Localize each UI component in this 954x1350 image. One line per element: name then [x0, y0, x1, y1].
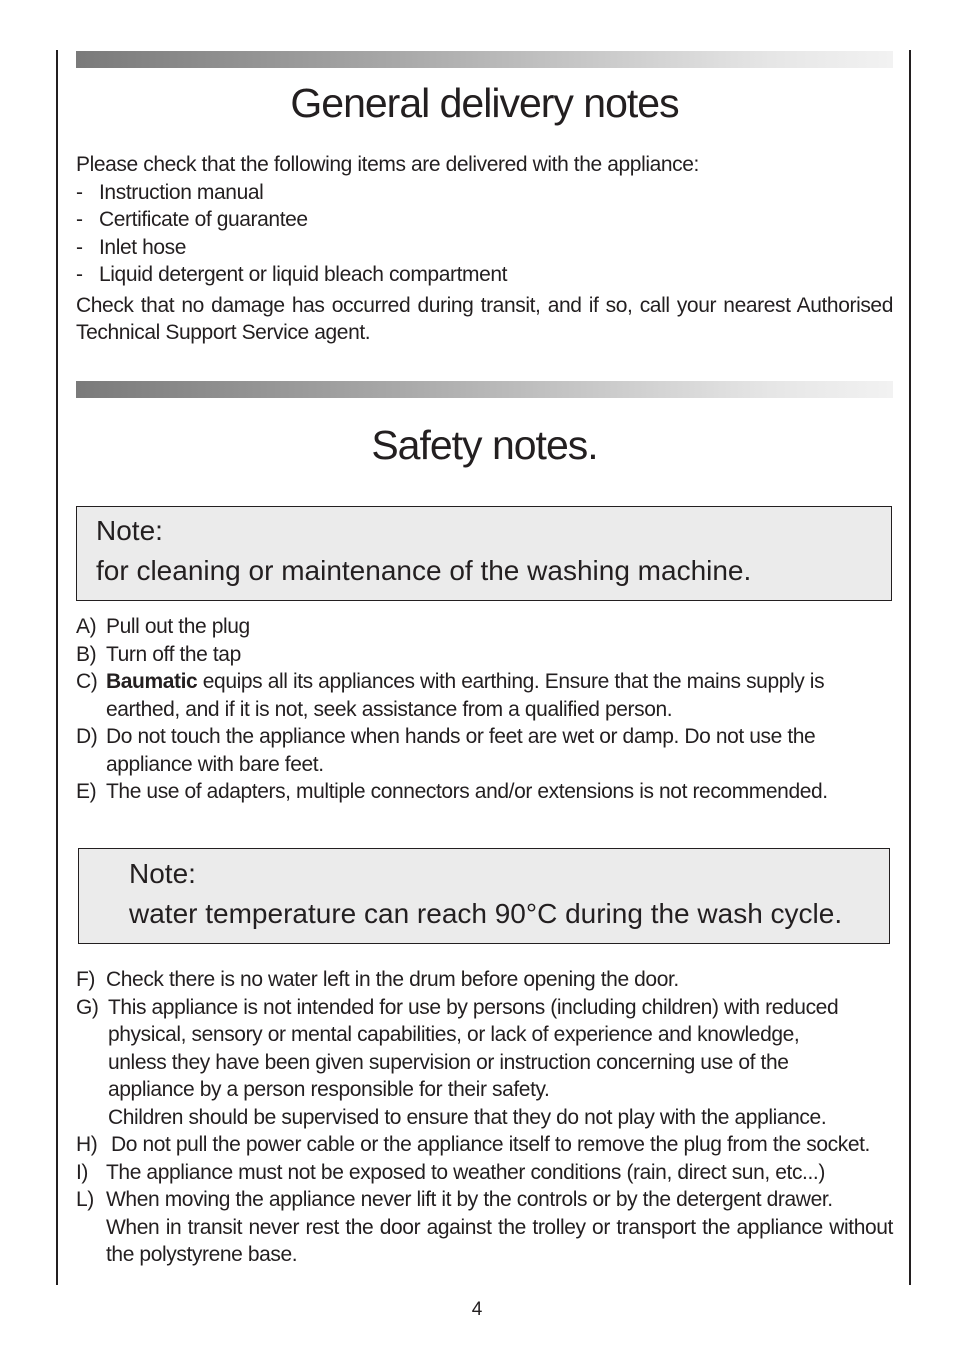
delivery-title: General delivery notes: [290, 80, 679, 126]
list-item: [76, 778, 893, 806]
list-item: [76, 641, 893, 669]
section-bar-delivery: [76, 51, 893, 68]
item-text: Do not touch the appliance when hands or feet are wet or damp. Do not use the appliance with bare feet.: [106, 725, 816, 776]
item-label: E): [76, 780, 97, 803]
item-text: [106, 668, 893, 723]
item-label: G): [76, 995, 99, 1019]
left-margin-rule: [56, 50, 58, 1285]
item-text: Do not pull the power cable or the appliance itself to remove the plug from the socket.: [111, 1133, 870, 1156]
note-box-cleaning: [76, 506, 892, 601]
delivery-item: Inlet hose: [99, 235, 187, 259]
list-item: [76, 261, 893, 289]
item-label: L): [76, 1188, 94, 1211]
bullet-dash: -: [76, 180, 83, 204]
note-heading: Note:: [129, 858, 196, 889]
note-text: water temperature can reach 90°C during the wash cycle.: [129, 898, 843, 929]
item-text-main: When moving the appliance never lift it by the controls or by the detergent drawer.: [106, 1188, 833, 1211]
item-label: H): [76, 1133, 98, 1156]
list-item: [76, 668, 893, 723]
section-bar-safety: [76, 381, 893, 398]
item-text-extra: Children should be supervised to ensure that they do not play with the appliance.: [108, 1105, 827, 1129]
item-text: Check there is no water left in the drum before opening the door.: [106, 968, 679, 991]
item-text-extra: When in transit never rest the door against the trolley or transport the appliance without the polystyrene base.: [106, 1215, 893, 1266]
right-margin-rule: [909, 50, 911, 1285]
delivery-item: Liquid detergent or liquid bleach compartment: [99, 263, 508, 286]
bullet-dash: -: [76, 208, 83, 231]
list-item: [76, 1186, 893, 1269]
item-label: C): [76, 670, 98, 693]
item-text-rest: equips all its appliances with earthing. Ensure that the mains supply is earthed, and if it is not, seek assistance from a qualified person.: [106, 670, 825, 721]
item-text: [108, 994, 893, 1132]
safety-title: Safety notes.: [371, 422, 598, 468]
item-label: A): [76, 615, 97, 638]
bullet-dash: -: [76, 263, 83, 286]
delivery-section: [76, 151, 893, 347]
list-item: [76, 613, 893, 641]
delivery-intro: Please check that the following items are delivered with the appliance:: [76, 153, 699, 176]
item-label: I): [76, 1160, 89, 1184]
item-text: The appliance must not be exposed to weather conditions (rain, direct sun, etc...): [106, 1160, 825, 1184]
page-number: 4: [471, 1299, 483, 1320]
item-text: Turn off the tap: [106, 642, 241, 666]
list-item: [76, 966, 893, 994]
delivery-item: Instruction manual: [99, 180, 264, 204]
list-item: [76, 723, 893, 778]
item-text-main: This appliance is not intended for use by persons (including children) with reduced physical, sensory or mental capabilities, or lack of experience and knowledge, unless they have been given supervision or instruction concerning use of the appliance by a person responsible for their safety.: [108, 995, 839, 1101]
note-heading: Note:: [96, 515, 163, 546]
bullet-dash: -: [76, 235, 83, 259]
item-text: [106, 1186, 893, 1269]
delivery-damage-text: Check that no damage has occurred during transit, and if so, call your nearest Authorised Technical Support Service agent.: [76, 293, 893, 344]
list-item: [76, 206, 893, 234]
brand-name: Baumatic: [106, 670, 198, 693]
list-item: [76, 234, 893, 262]
item-label: D): [76, 725, 98, 748]
item-label: F): [76, 968, 96, 991]
item-label: B): [76, 642, 97, 666]
safety-list-1: [76, 613, 893, 806]
item-text: The use of adapters, multiple connectors and/or extensions is not recommended.: [106, 780, 828, 803]
list-item: [76, 1131, 893, 1159]
safety-list-2: [76, 966, 893, 1269]
delivery-item: Certificate of guarantee: [99, 208, 308, 231]
note-box-temperature: [78, 848, 890, 944]
list-item: [76, 1159, 893, 1187]
note-text: for cleaning or maintenance of the washing machine.: [96, 555, 752, 586]
list-item: [76, 994, 893, 1132]
item-text: Pull out the plug: [106, 615, 250, 638]
list-item: [76, 179, 893, 207]
